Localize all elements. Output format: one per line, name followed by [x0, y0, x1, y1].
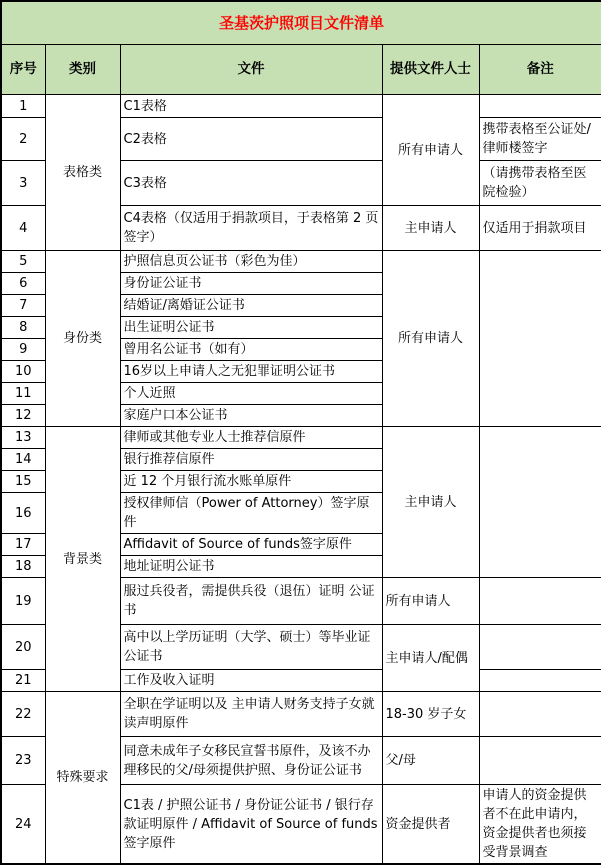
- row-number-cell: 19: [1, 578, 45, 625]
- document-cell: 授权律师信（Power of Attorney）签字原件: [120, 493, 382, 534]
- remark-cell: [479, 578, 601, 625]
- table-row: [1, 692, 601, 737]
- category-cell: 特殊要求: [45, 692, 120, 865]
- row-number-cell: 13: [1, 427, 45, 449]
- row-number-cell: 15: [1, 471, 45, 493]
- document-cell: 工作及收入证明: [120, 670, 382, 692]
- row-number-cell: 10: [1, 361, 45, 383]
- remark-cell: 申请人的资金提供者不在此申请内，资金提供者也须接受背景调查: [479, 785, 601, 865]
- provider-cell: 主申请人/配偶: [382, 625, 479, 692]
- provider-cell: 父/母: [382, 737, 479, 785]
- row-number-cell: 9: [1, 339, 45, 361]
- table-row: [1, 95, 601, 118]
- document-cell: C3表格: [120, 161, 382, 206]
- row-number-cell: 23: [1, 737, 45, 785]
- table-body: [1, 95, 601, 865]
- document-cell: 律师或其他专业人士推荐信原件: [120, 427, 382, 449]
- row-number-cell: 24: [1, 785, 45, 865]
- provider-cell: 主申请人: [382, 427, 479, 578]
- document-cell: 服过兵役者，需提供兵役（退伍）证明 公证书: [120, 578, 382, 625]
- row-number-cell: 20: [1, 625, 45, 670]
- row-number-cell: 14: [1, 449, 45, 471]
- document-cell: 地址证明公证书: [120, 556, 382, 578]
- remark-cell: [479, 95, 601, 118]
- remark-cell: 携带表格至公证处/律师楼签字: [479, 118, 601, 161]
- row-number-cell: 7: [1, 295, 45, 317]
- provider-cell: 18-30 岁子女: [382, 692, 479, 737]
- document-cell: 曾用名公证书（如有）: [120, 339, 382, 361]
- document-cell: 个人近照: [120, 383, 382, 405]
- row-number-cell: 12: [1, 405, 45, 427]
- document-cell: 护照信息页公证书（彩色为佳）: [120, 251, 382, 273]
- row-number-cell: 4: [1, 206, 45, 251]
- document-cell: C1表格: [120, 95, 382, 118]
- col-header-number: 序号: [1, 45, 45, 95]
- row-number-cell: 18: [1, 556, 45, 578]
- document-cell: 全职在学证明以及 主申请人财务支持子女就读声明原件: [120, 692, 382, 737]
- document-cell: 家庭户口本公证书: [120, 405, 382, 427]
- row-number-cell: 16: [1, 493, 45, 534]
- document-cell: 同意未成年子女移民宣誓书原件，及该不办理移民的父/母须提供护照、身份证公证书: [120, 737, 382, 785]
- col-header-remark: 备注: [479, 45, 601, 95]
- document-cell: 16岁以上申请人之无犯罪证明公证书: [120, 361, 382, 383]
- row-number-cell: 5: [1, 251, 45, 273]
- document-cell: 银行推荐信原件: [120, 449, 382, 471]
- col-header-category: 类别: [45, 45, 120, 95]
- header-row: [1, 45, 601, 95]
- remark-cell: [479, 737, 601, 785]
- remark-cell: 仅适用于捐款项目: [479, 206, 601, 251]
- row-number-cell: 21: [1, 670, 45, 692]
- category-cell: 身份类: [45, 251, 120, 427]
- page-title: 圣基茨护照项目文件清单: [1, 1, 601, 45]
- provider-cell: 主申请人: [382, 206, 479, 251]
- category-cell: 背景类: [45, 427, 120, 692]
- row-number-cell: 6: [1, 273, 45, 295]
- document-cell: 近 12 个月银行流水账单原件: [120, 471, 382, 493]
- provider-cell: 所有申请人: [382, 578, 479, 625]
- col-header-document: 文件: [120, 45, 382, 95]
- table-row: [1, 251, 601, 273]
- remark-cell: [479, 427, 601, 578]
- provider-cell: 所有申请人: [382, 251, 479, 427]
- document-cell: 身份证公证书: [120, 273, 382, 295]
- remark-cell: [479, 670, 601, 692]
- provider-cell: 资金提供者: [382, 785, 479, 865]
- remark-cell: [479, 692, 601, 737]
- provider-cell: 所有申请人: [382, 95, 479, 206]
- row-number-cell: 2: [1, 118, 45, 161]
- document-cell: 结婚证/离婚证公证书: [120, 295, 382, 317]
- document-cell: C1表 / 护照公证书 / 身份证公证书 / 银行存款证明原件 / Affidavit of Source of funds 签字原件: [120, 785, 382, 865]
- remark-cell: [479, 625, 601, 670]
- document-cell: Affidavit of Source of funds签字原件: [120, 534, 382, 556]
- remark-cell: [479, 251, 601, 427]
- row-number-cell: 22: [1, 692, 45, 737]
- row-number-cell: 3: [1, 161, 45, 206]
- document-cell: C2表格: [120, 118, 382, 161]
- title-row: [1, 1, 601, 45]
- document-cell: 出生证明公证书: [120, 317, 382, 339]
- row-number-cell: 1: [1, 95, 45, 118]
- document-cell: 高中以上学历证明（大学、硕士）等毕业证公证书: [120, 625, 382, 670]
- row-number-cell: 17: [1, 534, 45, 556]
- table-row: [1, 427, 601, 449]
- row-number-cell: 8: [1, 317, 45, 339]
- remark-cell: （请携带表格至医院检验）: [479, 161, 601, 206]
- category-cell: 表格类: [45, 95, 120, 251]
- col-header-provider: 提供文件人士: [382, 45, 479, 95]
- row-number-cell: 11: [1, 383, 45, 405]
- document-cell: C4表格（仅适用于捐款项目，于表格第 2 页签字）: [120, 206, 382, 251]
